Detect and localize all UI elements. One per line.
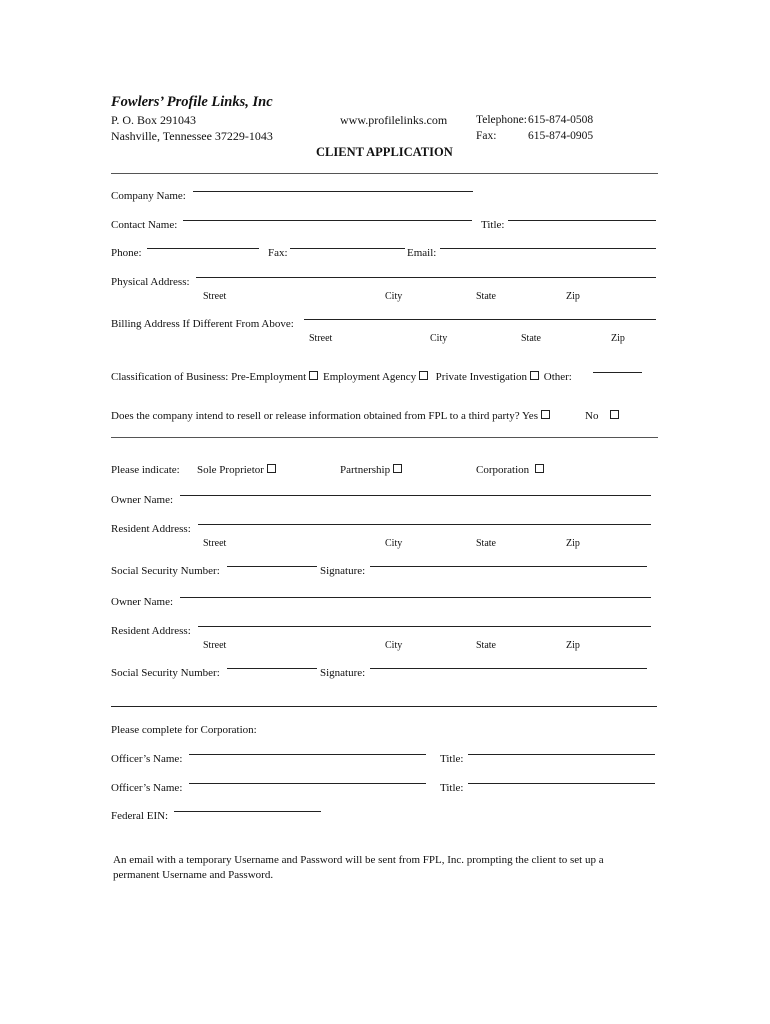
owner1-ssn-field[interactable] bbox=[227, 566, 317, 567]
email-field[interactable] bbox=[440, 248, 656, 249]
officer1-name-field[interactable] bbox=[189, 754, 426, 755]
sole-proprietor-option bbox=[197, 464, 278, 476]
classification-row bbox=[111, 371, 572, 383]
owner2-address-field[interactable] bbox=[198, 626, 651, 627]
owner1-name-field[interactable] bbox=[180, 495, 651, 496]
owner1-signature-label: Signature: bbox=[320, 565, 366, 577]
owner1-city-caption: City bbox=[385, 538, 403, 549]
section-divider bbox=[111, 437, 658, 438]
federal-ein-label: Federal EIN: bbox=[111, 810, 169, 822]
physical-street-caption: Street bbox=[203, 291, 227, 302]
resell-no-row bbox=[585, 410, 621, 422]
officer2-title-label: Title: bbox=[440, 782, 464, 794]
owner2-street-caption: Street bbox=[203, 640, 227, 651]
other-field[interactable] bbox=[593, 372, 642, 373]
owner1-address-label: Resident Address: bbox=[111, 523, 191, 535]
resell-no-checkbox[interactable] bbox=[610, 410, 619, 419]
owner1-signature-field[interactable] bbox=[370, 566, 647, 567]
partnership-option bbox=[340, 464, 404, 476]
telephone-label: Telephone: bbox=[476, 114, 527, 126]
owner2-state-caption: State bbox=[476, 640, 496, 651]
owner2-city-caption: City bbox=[385, 640, 403, 651]
classification-label: Classification of Business: bbox=[111, 371, 229, 383]
owner2-zip-caption: Zip bbox=[566, 640, 580, 651]
resell-yes-label: Yes bbox=[521, 410, 538, 422]
corporation-intro: Please complete for Corporation: bbox=[111, 724, 257, 736]
officer1-name-label: Officer’s Name: bbox=[111, 753, 183, 765]
corporation-label: Corporation bbox=[476, 464, 530, 476]
email-note-line2: permanent Username and Password. bbox=[113, 869, 274, 881]
contact-title-label: Title: bbox=[481, 219, 505, 231]
company-name-heading: Fowlers’ Profile Links, Inc bbox=[111, 94, 273, 110]
billing-street-caption: Street bbox=[309, 333, 333, 344]
owner2-signature-field[interactable] bbox=[370, 668, 647, 669]
owner1-zip-caption: Zip bbox=[566, 538, 580, 549]
private-investigation-label: Private Investigation bbox=[435, 371, 528, 383]
phone-field[interactable] bbox=[147, 248, 259, 249]
physical-city-caption: City bbox=[385, 291, 403, 302]
owner1-name-label: Owner Name: bbox=[111, 494, 174, 506]
billing-state-caption: State bbox=[521, 333, 541, 344]
please-indicate-label: Please indicate: bbox=[111, 464, 180, 476]
physical-state-caption: State bbox=[476, 291, 496, 302]
officer1-title-label: Title: bbox=[440, 753, 464, 765]
po-box: P. O. Box 291043 bbox=[111, 113, 197, 127]
officer1-title-field[interactable] bbox=[468, 754, 655, 755]
contact-title-field[interactable] bbox=[508, 220, 656, 221]
owner2-name-field[interactable] bbox=[180, 597, 651, 598]
officer2-title-field[interactable] bbox=[468, 783, 655, 784]
officer2-name-label: Officer’s Name: bbox=[111, 782, 183, 794]
pre-employment-checkbox[interactable] bbox=[309, 371, 318, 380]
corporation-option bbox=[476, 464, 546, 476]
partnership-checkbox[interactable] bbox=[393, 464, 402, 473]
owner1-ssn-label: Social Security Number: bbox=[111, 565, 220, 577]
city-state-zip: Nashville, Tennessee 37229-1043 bbox=[111, 129, 273, 143]
officer2-name-field[interactable] bbox=[189, 783, 426, 784]
owner2-name-label: Owner Name: bbox=[111, 596, 174, 608]
header-divider bbox=[111, 173, 658, 174]
owner1-street-caption: Street bbox=[203, 538, 227, 549]
owner2-ssn-label: Social Security Number: bbox=[111, 667, 220, 679]
owner2-address-label: Resident Address: bbox=[111, 625, 191, 637]
billing-address-field[interactable] bbox=[304, 319, 656, 320]
pre-employment-label: Pre-Employment bbox=[231, 371, 307, 383]
physical-zip-caption: Zip bbox=[566, 291, 580, 302]
fax-label: Fax: bbox=[476, 130, 497, 142]
email-label: Email: bbox=[407, 247, 437, 259]
phone-label: Phone: bbox=[111, 247, 142, 259]
email-note-line1: An email with a temporary Username and Password will be sent from FPL, Inc. prompting the client to set up a bbox=[113, 854, 604, 866]
resell-question-row bbox=[111, 410, 552, 422]
owner1-address-field[interactable] bbox=[198, 524, 651, 525]
company-name-label: Company Name: bbox=[111, 190, 186, 202]
employment-agency-checkbox[interactable] bbox=[419, 371, 428, 380]
billing-address-label: Billing Address If Different From Above: bbox=[111, 318, 294, 330]
private-investigation-checkbox[interactable] bbox=[530, 371, 539, 380]
employment-agency-label: Employment Agency bbox=[322, 371, 417, 383]
owner2-ssn-field[interactable] bbox=[227, 668, 317, 669]
owner1-state-caption: State bbox=[476, 538, 496, 549]
contact-name-label: Contact Name: bbox=[111, 219, 178, 231]
fax-number: 615-874-0905 bbox=[528, 130, 594, 142]
corporation-checkbox[interactable] bbox=[535, 464, 544, 473]
form-title: CLIENT APPLICATION bbox=[316, 145, 453, 159]
partnership-label: Partnership bbox=[340, 464, 391, 476]
company-name-field[interactable] bbox=[193, 191, 473, 192]
sole-proprietor-label: Sole Proprietor bbox=[197, 464, 264, 476]
resell-no-label: No bbox=[585, 410, 599, 422]
physical-address-label: Physical Address: bbox=[111, 276, 190, 288]
owner2-signature-label: Signature: bbox=[320, 667, 366, 679]
other-label: Other: bbox=[543, 371, 572, 383]
company-fax-label: Fax: bbox=[268, 247, 288, 259]
company-fax-field[interactable] bbox=[290, 248, 405, 249]
website-link[interactable]: www.profilelinks.com bbox=[340, 113, 448, 127]
resell-yes-checkbox[interactable] bbox=[541, 410, 550, 419]
physical-address-field[interactable] bbox=[196, 277, 656, 278]
billing-city-caption: City bbox=[430, 333, 448, 344]
federal-ein-field[interactable] bbox=[174, 811, 321, 812]
billing-zip-caption: Zip bbox=[611, 333, 625, 344]
contact-name-field[interactable] bbox=[183, 220, 472, 221]
sole-proprietor-checkbox[interactable] bbox=[267, 464, 276, 473]
telephone-number: 615-874-0508 bbox=[528, 114, 594, 126]
resell-question: Does the company intend to resell or release information obtained from FPL to a third party? bbox=[111, 410, 520, 422]
owner-section-divider bbox=[111, 706, 657, 707]
